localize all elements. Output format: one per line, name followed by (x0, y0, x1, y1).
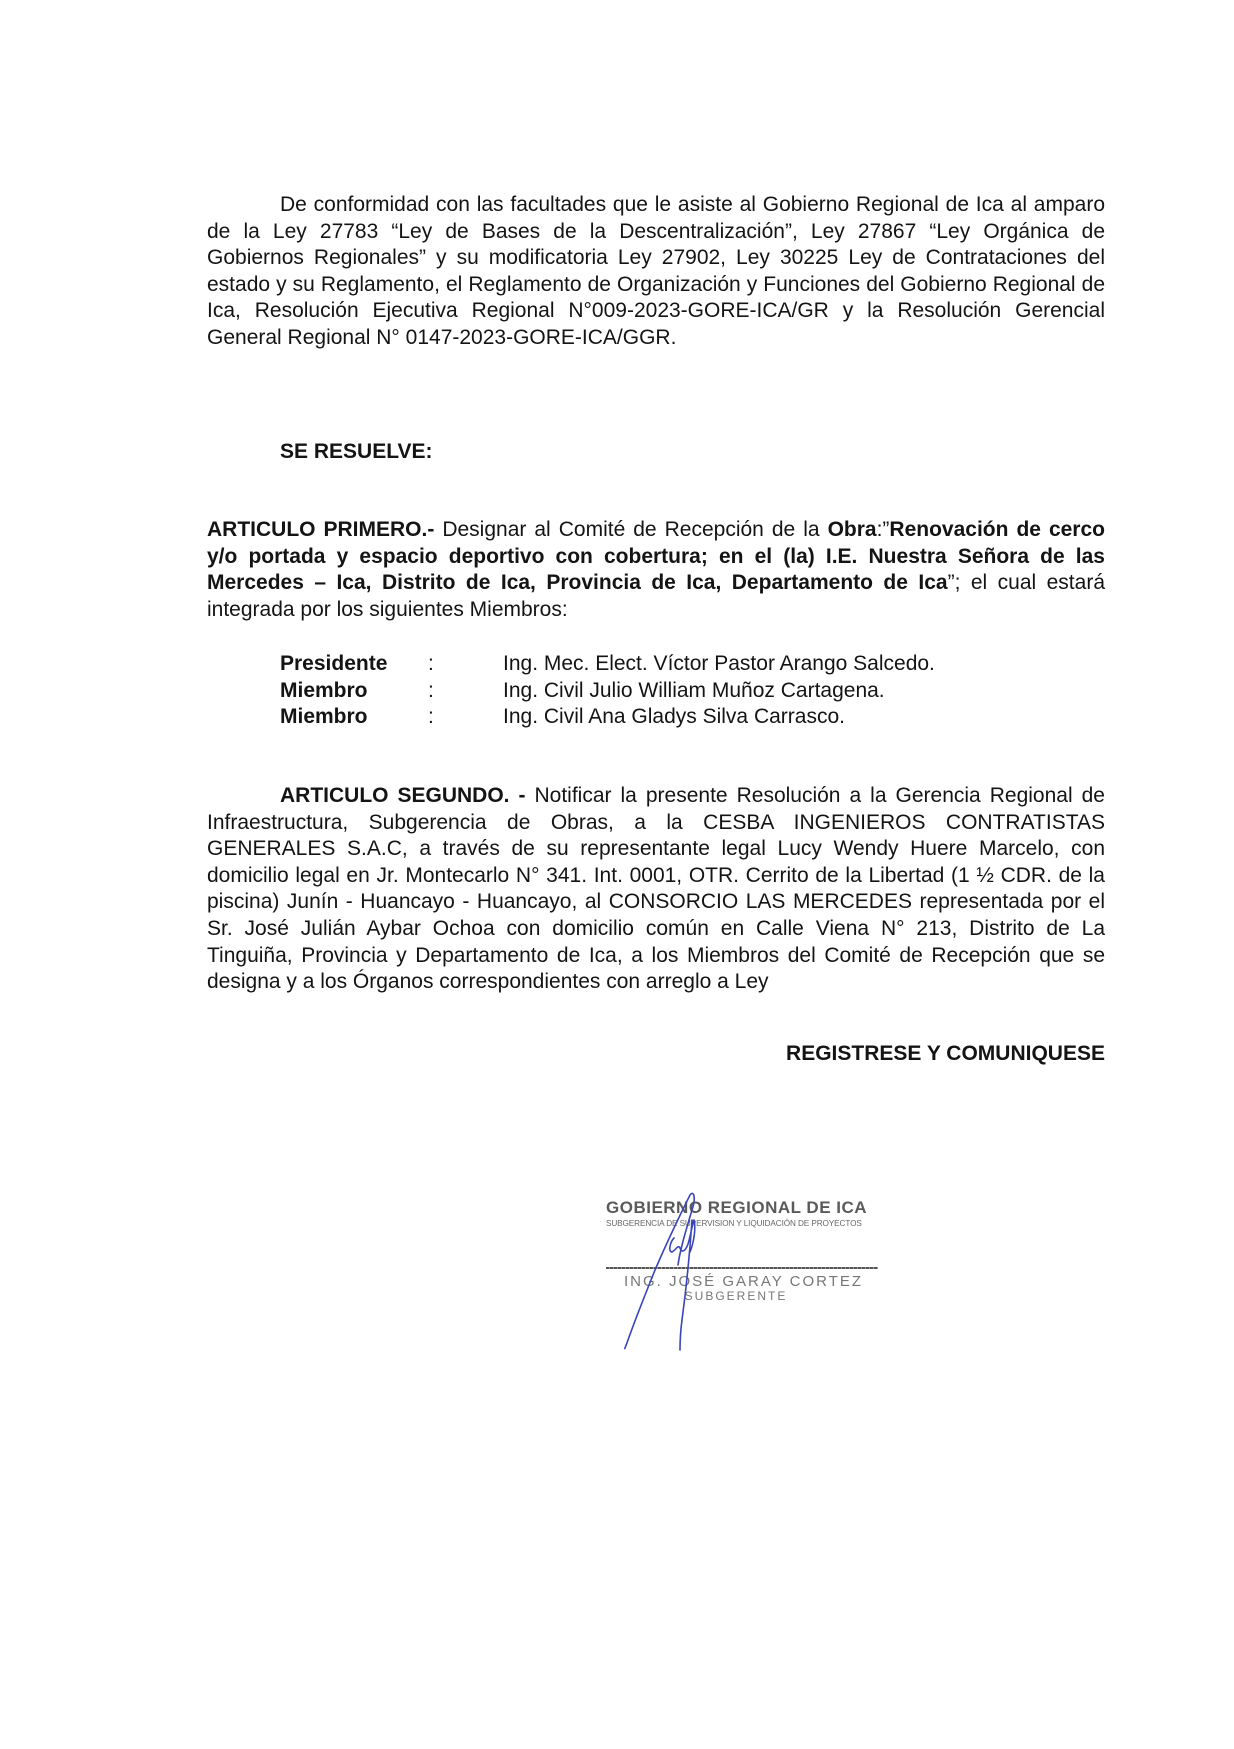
signer-role: SUBGERENTE (684, 1289, 788, 1303)
obra-name: Renovación de cerco y/o portada y espacio deportivo con cobertura; en el (la) I.E. Nuestra Señora de las Mercedes – Ica, Distrito de Ica, Provincia de Ica, Departamento de Ica (207, 518, 1105, 595)
articulo-primero-text-b: :” (876, 518, 890, 541)
member-name: Ing. Civil Julio William Muñoz Cartagena. (503, 678, 885, 702)
closing-statement: REGISTRESE Y COMUNIQUESE (786, 1042, 1105, 1065)
articulo-segundo-heading: ARTICULO SEGUNDO. - (280, 784, 526, 807)
committee-members (280, 651, 935, 731)
signature-line (606, 1267, 878, 1269)
articulo-segundo (207, 783, 1105, 996)
member-separator: : (428, 705, 434, 729)
se-resuelve-heading: SE RESUELVE: (280, 440, 433, 463)
member-role: Miembro (280, 705, 368, 729)
stamp-title: GOBIERNO REGIONAL DE ICA (606, 1198, 868, 1217)
articulo-segundo-text: Notificar la presente Resolución a la Gerencia Regional de Infraestructura, Subgerencia de Obras, a la CESBA INGENIEROS CONTRATISTAS GENERALES S.A.C, a través de su representante legal Lucy Wendy Huere Marcelo, con domicilio legal en Jr. Montecarlo N° 341. Int. 0001, OTR. Cerrito de la Libertad (1 ½ CDR. de la piscina) Junín - Huancayo - Huancayo, al CONSORCIO LAS MERCEDES representada por el Sr. José Julián Aybar Ochoa con domicilio común en Calle Viena N° 213, Distrito de La Tinguiña, Provincia y Departamento de Ica, a los Miembros del Comité de Recepción que se designa y a los Órganos correspondientes con arreglo a Ley (207, 784, 1105, 994)
articulo-primero (207, 517, 1105, 623)
articulo-primero-text-c: ”; el cual estará integrada por los siguientes Miembros: (207, 571, 1105, 621)
articulo-primero-heading: ARTICULO PRIMERO.- (207, 518, 435, 541)
member-separator: : (428, 678, 434, 702)
member-row (280, 651, 935, 678)
obra-label: Obra (827, 518, 877, 541)
member-separator: : (428, 652, 434, 675)
intro-paragraph: De conformidad con las facultades que le asiste al Gobierno Regional de Ica al amparo de la Ley 27783 “Ley de Bases de la Descentralización”, Ley 27867 “Ley Orgánica de Gobiernos Regionales” y su modificatoria Ley 27902, Ley 30225 Ley de Contrataciones del estado y su Reglamento, el Reglamento de Organización y Funciones del Gobierno Regional de Ica, Resolución Ejecutiva Regional N°009-2023-GORE-ICA/GR y la Resolución Gerencial General Regional N° 0147-2023-GORE-ICA/GGR. (207, 193, 1105, 349)
member-name: Ing. Mec. Elect. Víctor Pastor Arango Salcedo. (503, 652, 935, 675)
signer-name: ING. JOSÉ GARAY CORTEZ (624, 1273, 864, 1290)
articulo-primero-text-a: Designar al Comité de Recepción de la (434, 518, 828, 541)
official-stamp (600, 1192, 880, 1352)
member-row (280, 704, 935, 731)
member-role: Presidente (280, 652, 388, 675)
stamp-subtitle: SUBGERENCIA DE SUPERVISION Y LIQUIDACIÓN DE PROYECTOS (606, 1219, 862, 1228)
member-role: Miembro (280, 678, 368, 702)
member-row (280, 678, 935, 705)
member-name: Ing. Civil Ana Gladys Silva Carrasco. (503, 705, 845, 729)
